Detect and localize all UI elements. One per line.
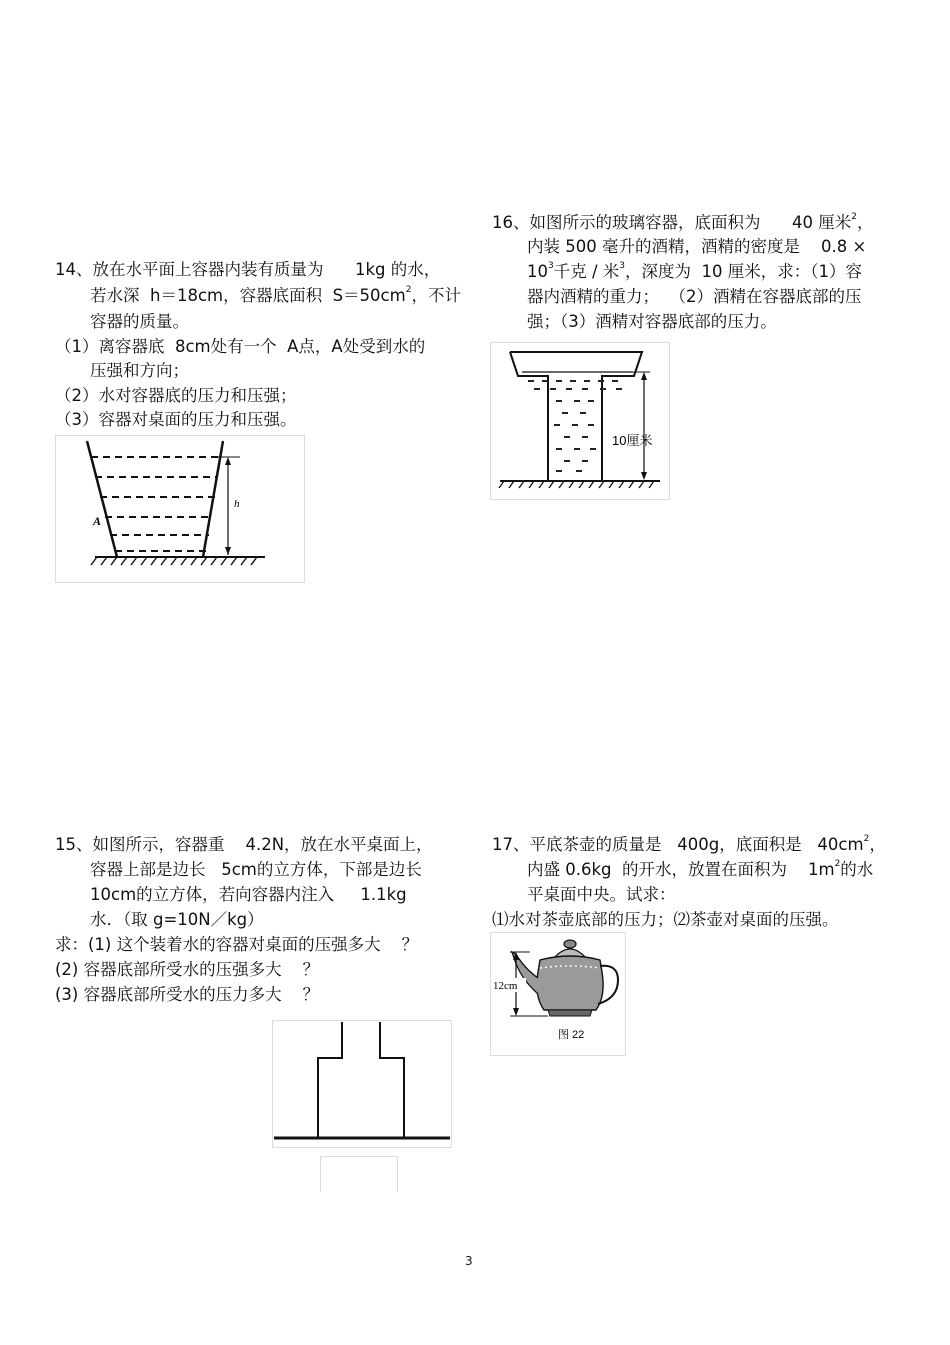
q14-fig-label-a: A [93,514,102,528]
q15-line-7: (3) 容器底部所受水的压力多大 ？ [55,985,320,1004]
q16-line-1: 16、如图所示的玻璃容器，底面积为 40 厘米$^2$， [492,212,874,232]
q14-line-3: 容器的质量。 [90,312,189,331]
q15-figure-stepped-container [272,1020,452,1148]
q17-fig-caption: 图 22 [558,1029,585,1041]
q15-line-4: 水．（取 g=10N／kg） [90,910,264,929]
q17-line-3: 平桌面中央。试求： [527,885,676,904]
q14-fig-label-h: h [234,498,240,510]
q15-figure-blank-box [320,1156,398,1192]
q15-line-6: (2) 容器底部所受水的压强多大 ？ [55,960,320,979]
q15-line-2: 容器上部是边长 5cm的立方体，下部是边长 [90,860,422,879]
q14-line-2: 若水深 h＝18cm，容器底面积 $S=50cm^2$，不计 [90,285,461,305]
q17-fig-height-label: 12cm [493,980,518,992]
q14-line-1: 14、放在水平面上容器内装有质量为 1kg 的水， [55,260,441,279]
q14-line-5: 压强和方向； [90,361,189,380]
q16-line-5: 强；（3）酒精对容器底部的压力。 [527,312,777,331]
page-number: 3 [465,1254,473,1268]
q17-line-4: ⑴水对茶壶底部的压力；⑵茶壶对桌面的压强。 [492,910,839,929]
q14-line-6: （2）水对容器底的压力和压强； [55,386,297,405]
q16-figure-glass-container [490,342,670,500]
q17-figure-teapot [490,932,626,1056]
q14-figure-tapered-container [55,435,305,583]
q16-fig-depth-label: 10厘米 [612,433,653,448]
q14-line-4: （1）离容器底 8cm处有一个 A点，A处受到水的 [55,337,426,356]
q16-line-3: $10^3$千克 / 米$^3$，深度为 10 厘米，求：（1）容 [527,261,863,281]
q16-line-4: 器内酒精的重力； （2）酒精在容器底部的压 [527,287,862,306]
q14-line-7: （3）容器对桌面的压力和压强。 [55,410,297,429]
q15-line-5: 求：(1) 这个装着水的容器对桌面的压强多大 ？ [55,935,419,954]
q15-line-3: 10cm的立方体，若向容器内注入 1.1kg [90,885,407,904]
q16-line-2: 内装 500 毫升的酒精，酒精的密度是 0.8 × [527,237,867,256]
q15-line-1: 15、如图所示，容器重 4.2N，放在水平桌面上， [55,835,433,854]
q17-line-2: 内盛 0.6kg 的开水，放置在面积为 $1m^2$的水 [527,859,874,879]
q17-line-1: 17、平底茶壶的质量是 400g，底面积是 $40cm^2$， [492,834,886,854]
